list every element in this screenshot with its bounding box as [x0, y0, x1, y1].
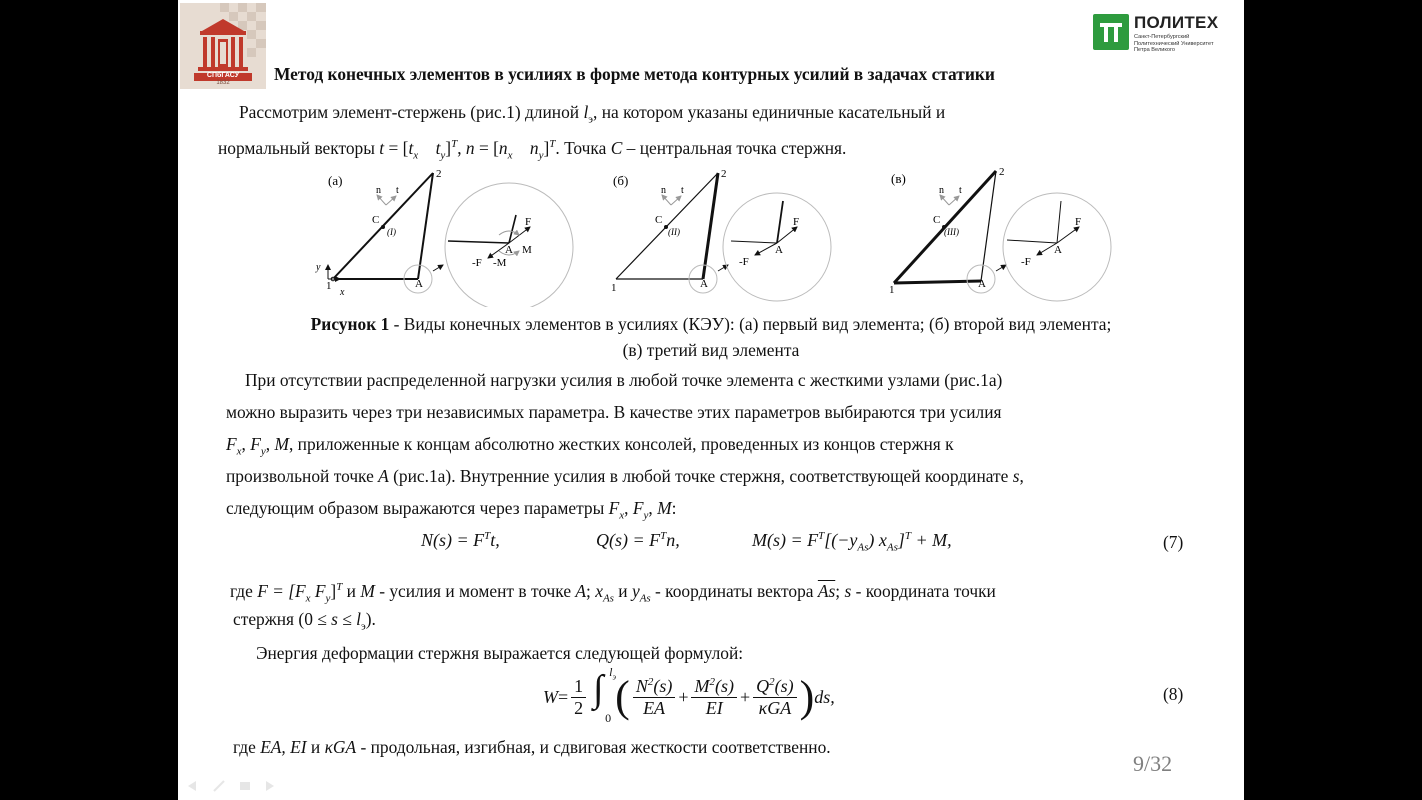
- equation-8: W = $\frac{1}{2}$ ∫ $l_э$ 0 ( $\frac{N^2(s)}{EA}$ + $\frac{M^2(s)}{EI}$ + $\frac{Q^2(s)}{\text{κGA}}$ ) ds,: [543, 665, 835, 725]
- vector-n-label: n: [939, 185, 944, 196]
- slide-title: Метод конечных элементов в усилиях в форме метода контурных усилий в задачах статики: [274, 64, 995, 84]
- panel-b-label: (б): [613, 173, 629, 188]
- para2-line-3: $F_x$, $F_y$, M, приложенные к концам абсолютно жестких консолей, проведенных из концов стержня к: [226, 434, 954, 458]
- figure-caption-line-1: Рисунок 1 - Виды конечных элементов в усилиях (КЭУ): (а) первый вид элемента; (б) второй вид элемента;: [310, 314, 1112, 334]
- spbgasu-year: 1832: [216, 80, 230, 86]
- page-number: 9/32: [1133, 751, 1173, 776]
- intro-line-2: нормальный векторы $t = [t_x$ $t_y]^T$, $n = [n_x$ $n_y]^T$. Точка C – центральная точка стержня.: [218, 137, 847, 162]
- where1-line-1: где $F = [F_x$ $F_y]^T$ и M - усилия и момент в точке A; $x_{As}$ и $y_{As}$ - координаты вектора $\overline{As}$; s - координата точки: [230, 580, 996, 605]
- element-type-II: (II): [668, 227, 680, 237]
- nav-pen-icon[interactable]: [214, 781, 224, 791]
- politech-mark-icon: [1093, 14, 1129, 50]
- point-C-label: C: [933, 214, 941, 226]
- node-1-label: 1: [326, 280, 332, 292]
- force-negF-label: -F: [739, 256, 749, 268]
- equation-7-part-2: $Q(s) = F^Tn$,: [596, 530, 680, 550]
- figure-panel-b: [611, 168, 831, 301]
- force-F-label: F: [793, 216, 800, 228]
- where1-line-2: стержня $(0 \le s \le l_э)$.: [233, 609, 376, 633]
- point-A-label: A: [415, 278, 423, 290]
- equation-7-part-3: $M(s) = F^T[(-y_{As}) x_{As}]^T + M$,: [752, 530, 952, 554]
- politech-subtitle: Санкт-Петербургский Политехнический Университет Петра Великого: [1134, 34, 1214, 54]
- point-A-label: A: [978, 278, 986, 290]
- equation-8-number: (8): [1163, 684, 1184, 704]
- para2-line-5: следующим образом выражаются через параметры $F_x$, $F_y$, M:: [226, 498, 677, 522]
- nav-menu-icon[interactable]: [240, 782, 250, 790]
- node-2-label: 2: [436, 168, 442, 180]
- vector-t-label: t: [959, 185, 962, 196]
- spbgasu-caption: СПбГАСУ: [206, 72, 240, 79]
- axis-x-label: x: [340, 287, 345, 298]
- point-A-label: A: [505, 244, 513, 256]
- equation-7-part-1: $N(s) = F^Tt$,: [421, 530, 500, 550]
- figure-panel-a: [315, 168, 573, 307]
- point-C-label: C: [655, 214, 663, 226]
- axis-y-label: y: [316, 262, 321, 273]
- para2-line-2: можно выразить через три независимых параметра. В качестве этих параметров выбираются три усилия: [226, 402, 1002, 422]
- politech-logo: [1093, 14, 1238, 54]
- element-type-III: (III): [944, 227, 959, 237]
- panel-c-label: (в): [891, 171, 906, 186]
- para2-line-4: произвольной точке A (рис.1а). Внутренние усилия в любой точке стержня, соответствующей координате s,: [226, 466, 1024, 486]
- node-2-label: 2: [721, 168, 727, 180]
- figure-1: [298, 165, 1128, 307]
- equation-7-number: (7): [1163, 532, 1184, 552]
- moment-negM-label: -M: [493, 257, 507, 269]
- node-1-label: 1: [889, 284, 895, 296]
- force-negF-label: -F: [472, 257, 482, 269]
- node-1-label: 1: [611, 282, 617, 294]
- where2-line: где EA, EI и κGA - продольная, изгибная, и сдвиговая жесткости соответственно.: [233, 737, 831, 757]
- nav-next-icon[interactable]: [266, 781, 274, 791]
- force-F-label: F: [1075, 216, 1082, 228]
- point-A-label: A: [700, 278, 708, 290]
- force-F-label: F: [525, 216, 532, 228]
- element-type-I: (I): [387, 227, 396, 237]
- intro-line-1: Рассмотрим элемент-стержень (рис.1) длиной $l_э$, на котором указаны единичные касательный и: [239, 102, 946, 126]
- moment-M-label: M: [522, 244, 532, 256]
- vector-t-label: t: [396, 185, 399, 196]
- point-A-label: A: [1054, 244, 1062, 256]
- para2-line-1: При отсутствии распределенной нагрузки усилия в любой точке элемента с жесткими узлами (рис.1а): [245, 370, 1003, 390]
- force-negF-label: -F: [1021, 256, 1031, 268]
- slide: [178, 0, 1244, 800]
- vector-n-label: n: [376, 185, 381, 196]
- politech-name: ПОЛИТЕХ: [1134, 13, 1219, 32]
- panel-a-label: (а): [328, 173, 343, 188]
- point-A-label: A: [775, 244, 783, 256]
- figure-panel-c: [889, 166, 1111, 301]
- vector-n-label: n: [661, 185, 666, 196]
- figure-caption-line-2: (в) третий вид элемента: [622, 340, 800, 360]
- nav-prev-icon[interactable]: [188, 781, 196, 791]
- slide-nav-controls: [186, 779, 276, 793]
- energy-text: Энергия деформации стержня выражается следующей формулой:: [256, 643, 744, 663]
- vector-t-label: t: [681, 185, 684, 196]
- node-2-label: 2: [999, 166, 1005, 178]
- point-C-label: C: [372, 214, 380, 226]
